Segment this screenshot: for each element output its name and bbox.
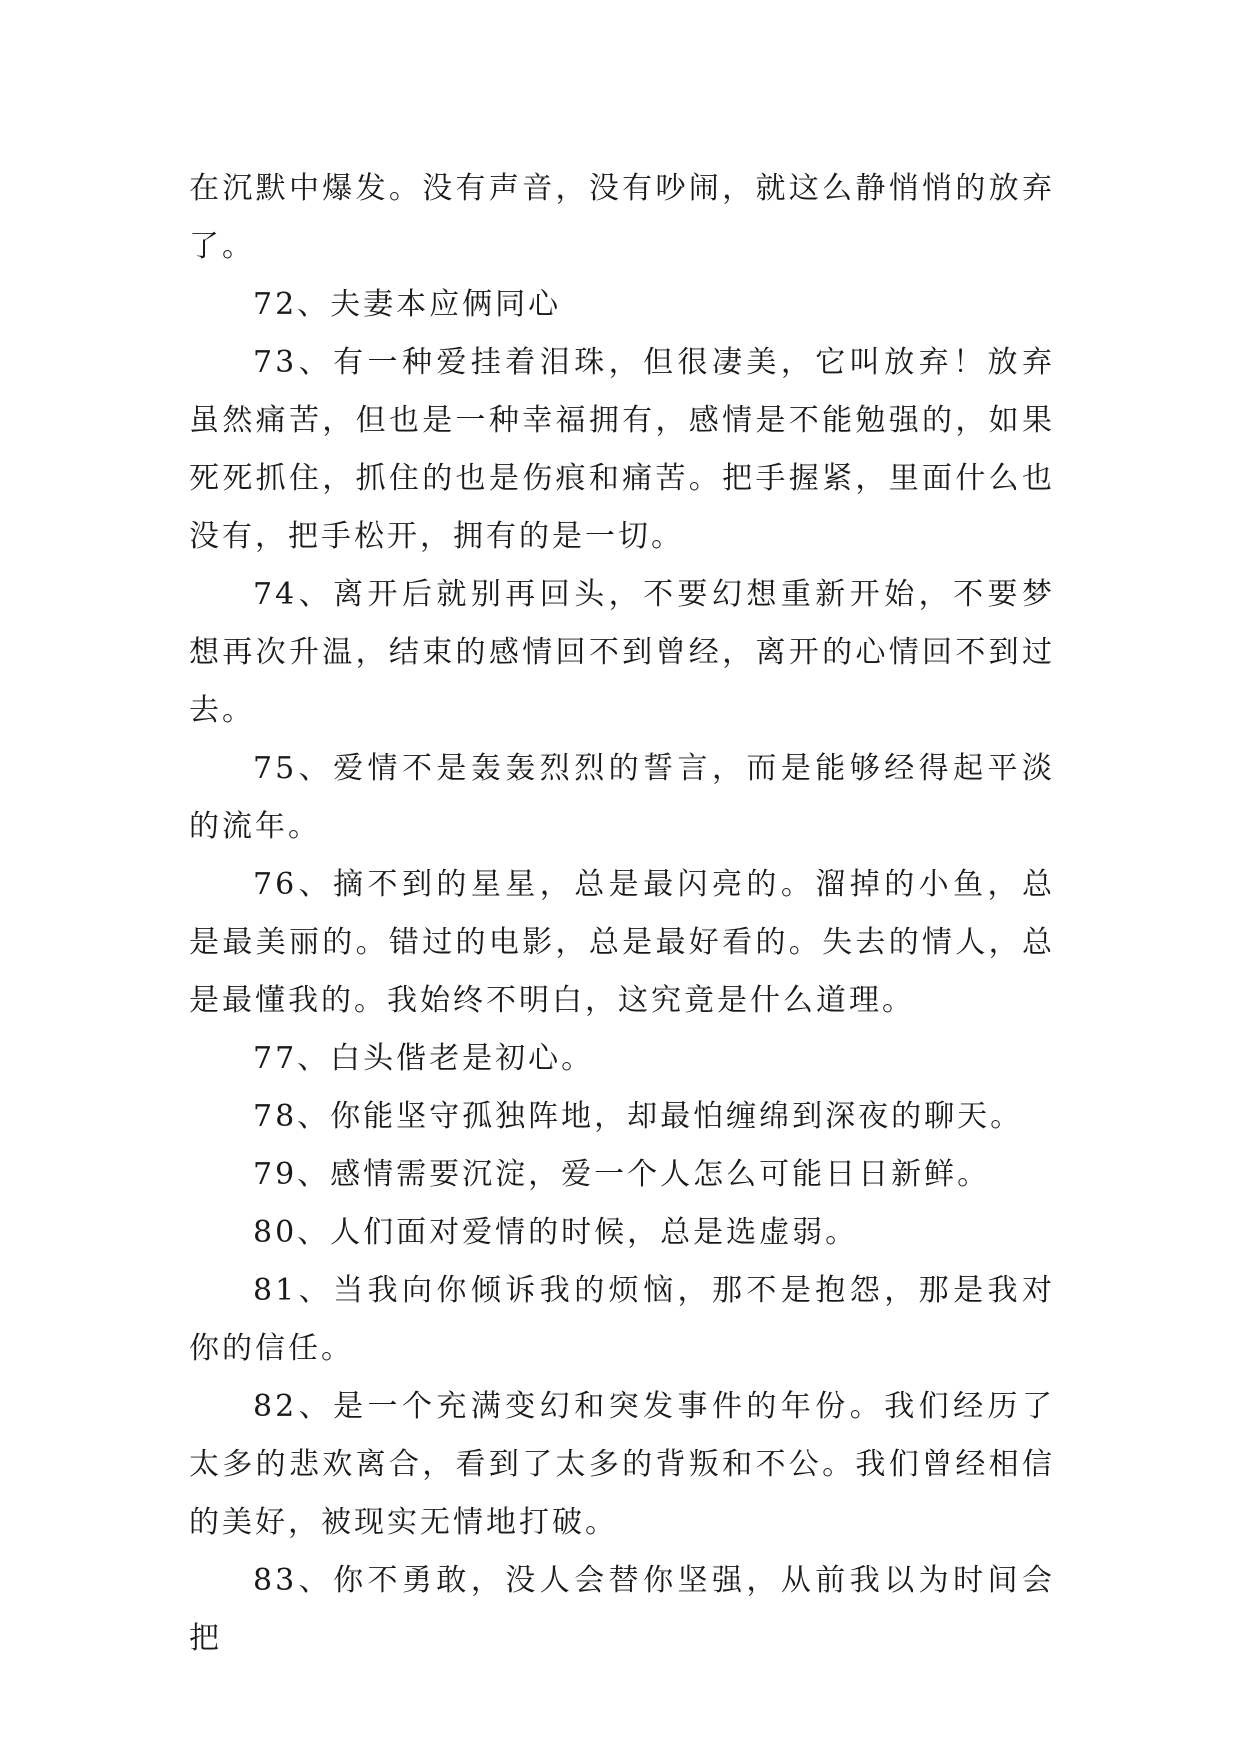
paragraph-74: 74、离开后就别再回头，不要幻想重新开始，不要梦想再次升温，结束的感情回不到曾经，离开的心情回不到过去。	[189, 577, 1055, 728]
paragraph-73: 73、有一种爱挂着泪珠，但很凄美，它叫放弃！放弃虽然痛苦，但也是一种幸福拥有，感情是不能勉强的，如果死死抓住，抓住的也是伤痕和痛苦。把手握紧，里面什么也没有，把手松开，拥有的是一切。	[189, 345, 1055, 554]
paragraph-78: 78、你能坚守孤独阵地，却最怕缠绵到深夜的聊天。	[253, 1099, 1024, 1134]
paragraph-continuation: 在沉默中爆发。没有声音，没有吵闹，就这么静悄悄的放弃了。	[189, 171, 1055, 264]
document-body	[189, 160, 1055, 1668]
paragraph-77: 77、白头偕老是初心。	[253, 1041, 595, 1076]
paragraph-82: 82、是一个充满变幻和突发事件的年份。我们经历了太多的悲欢离合，看到了太多的背叛和不公。我们曾经相信的美好，被现实无情地打破。	[189, 1389, 1055, 1540]
paragraph-81: 81、当我向你倾诉我的烦恼，那不是抱怨，那是我对你的信任。	[189, 1273, 1055, 1366]
paragraph-80: 80、人们面对爱情的时候，总是选虚弱。	[253, 1215, 859, 1250]
paragraph-75: 75、爱情不是轰轰烈烈的誓言，而是能够经得起平淡的流年。	[189, 751, 1055, 844]
paragraph-72: 72、夫妻本应俩同心	[253, 287, 562, 322]
paragraph-76: 76、摘不到的星星，总是最闪亮的。溜掉的小鱼，总是最美丽的。错过的电影，总是最好看的。失去的情人，总是最懂我的。我始终不明白，这究竟是什么道理。	[189, 867, 1055, 1018]
paragraph-83: 83、你不勇敢，没人会替你坚强，从前我以为时间会把	[189, 1563, 1055, 1656]
paragraph-79: 79、感情需要沉淀，爱一个人怎么可能日日新鲜。	[253, 1157, 991, 1192]
